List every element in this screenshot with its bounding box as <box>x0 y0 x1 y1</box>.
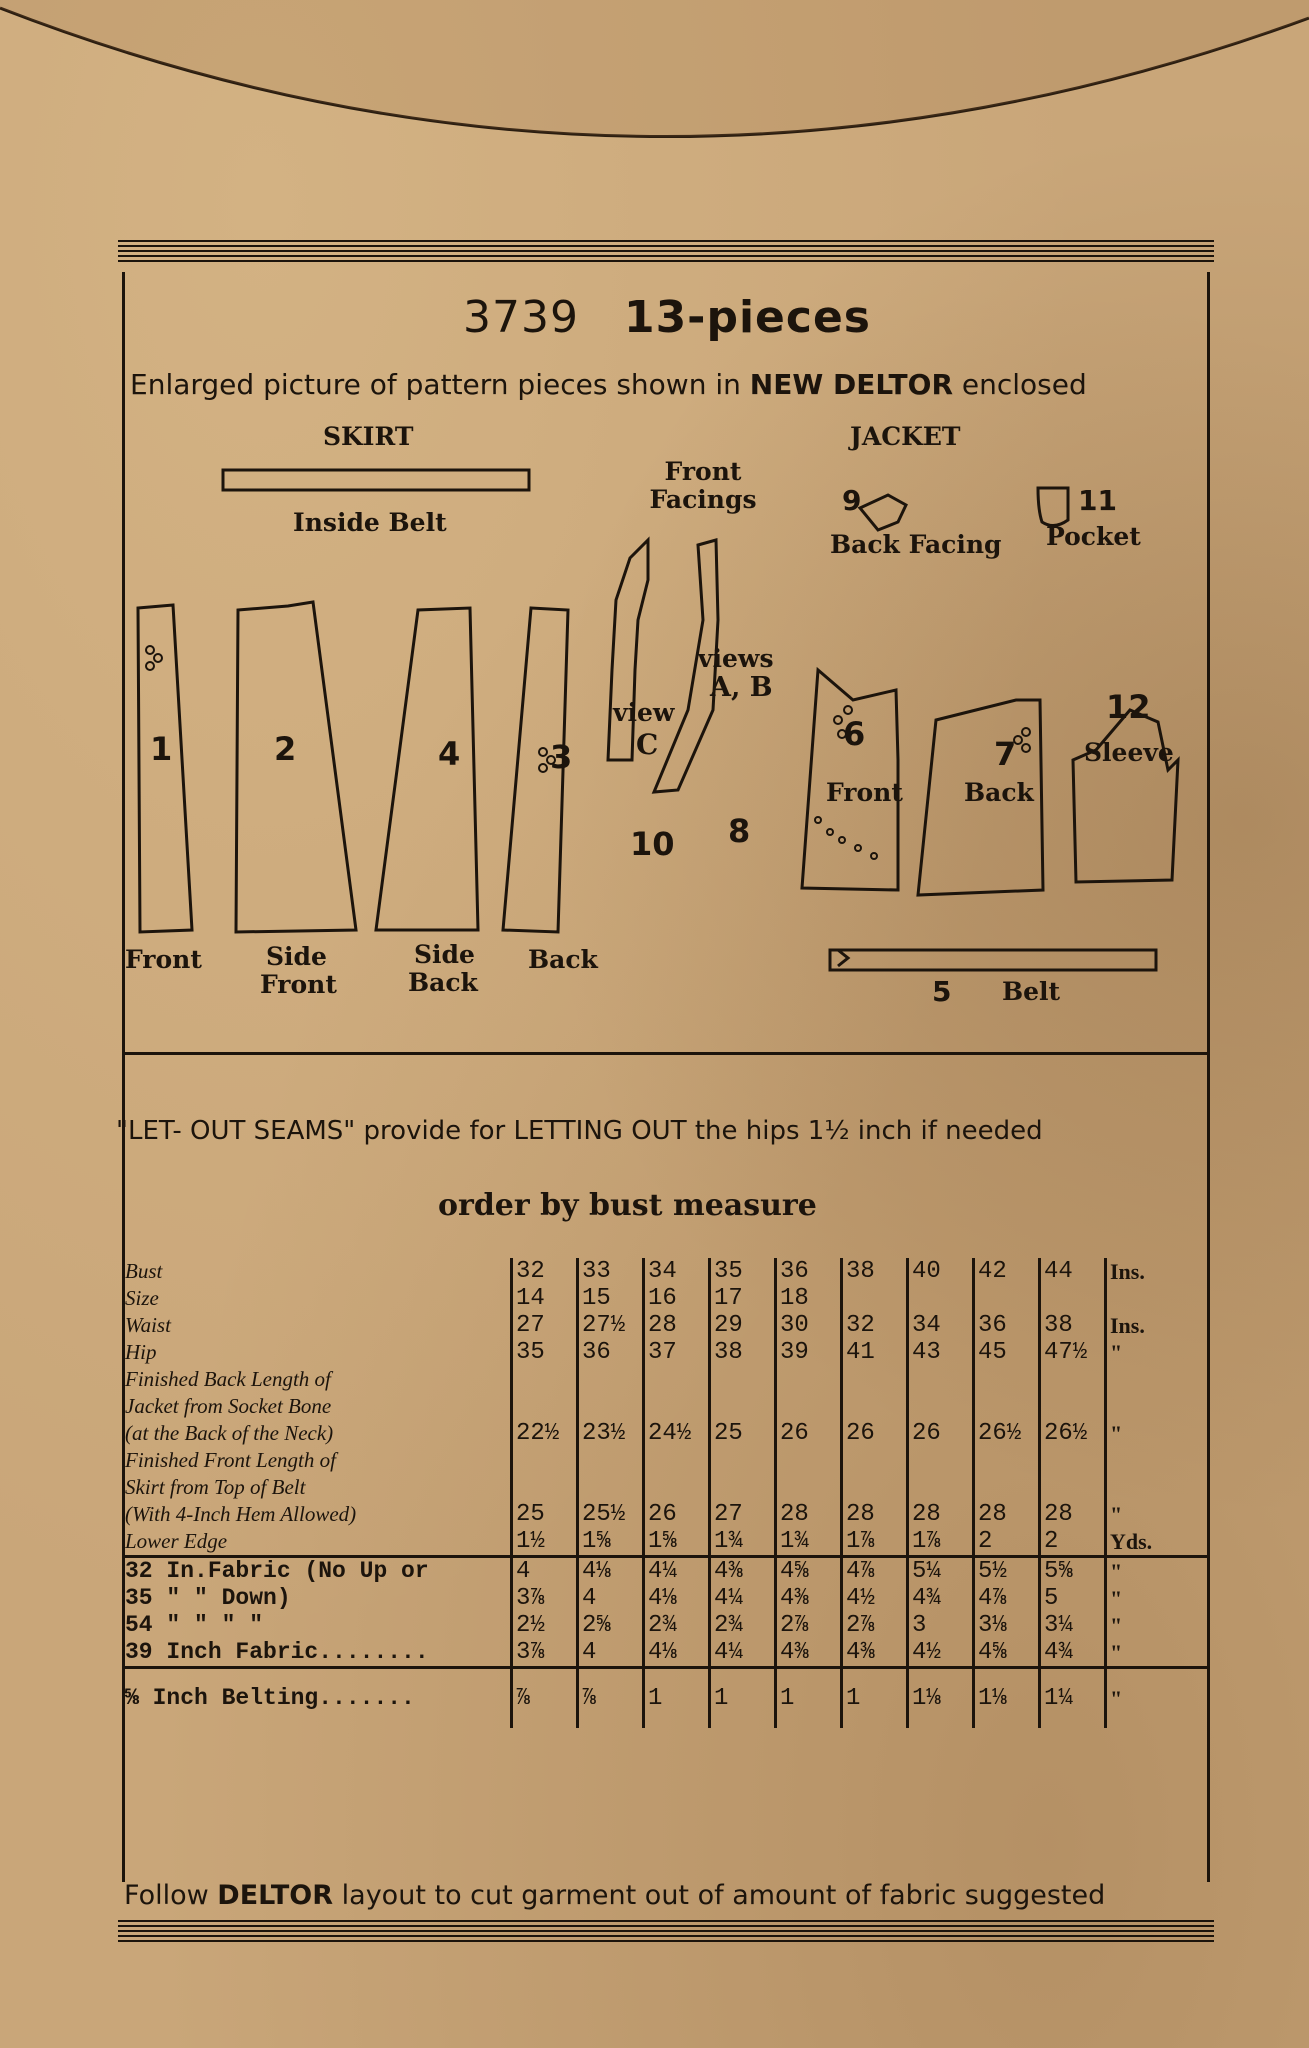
size-cell: 4⅜ <box>776 1585 842 1612</box>
size-cell: 4⅜ <box>776 1639 842 1668</box>
size-cell: 4⅞ <box>842 1557 908 1586</box>
size-cell: 4 <box>578 1639 644 1668</box>
size-row-label-line: Jacket from Socket Bone <box>125 1394 332 1418</box>
size-cell <box>908 1285 974 1312</box>
size-cell: 16 <box>644 1285 710 1312</box>
footer-post: layout to cut garment out of amount of fabric suggested <box>341 1880 1106 1911</box>
intro-brand: NEW DELTOR <box>749 368 953 401</box>
size-unit: " <box>1110 1640 1123 1665</box>
size-row <box>122 1339 1210 1366</box>
piece-2-label-2: Front <box>260 970 337 999</box>
size-cell: 26 <box>644 1447 710 1528</box>
size-cell: 5⅝ <box>1040 1557 1106 1586</box>
size-row-label <box>122 1612 512 1639</box>
size-row-label <box>122 1668 512 1729</box>
size-row-label-line: Bust <box>125 1259 163 1283</box>
piece-1-number: 1 <box>150 730 173 768</box>
size-cell: 4¾ <box>908 1585 974 1612</box>
size-cell: 41 <box>842 1339 908 1366</box>
size-cell: 34 <box>908 1312 974 1339</box>
size-row <box>122 1258 1210 1285</box>
size-cell: 33 <box>578 1258 644 1285</box>
let-out-seams-note: "LET- OUT SEAMS" provide for LETTING OUT the hips 1½ inch if needed <box>116 1116 1043 1146</box>
size-cell: 1 <box>776 1668 842 1729</box>
size-unit: " <box>1106 1668 1211 1729</box>
size-cell: 42 <box>974 1258 1040 1285</box>
size-cell: 37 <box>644 1339 710 1366</box>
view-c-label: view <box>613 698 675 727</box>
size-cell: 26½ <box>1040 1366 1106 1447</box>
size-cell: ⅞ <box>578 1668 644 1729</box>
size-row <box>122 1366 1210 1447</box>
size-row-label <box>122 1447 512 1528</box>
size-cell: 1⅝ <box>578 1528 644 1557</box>
jacket-heading: JACKET <box>850 422 961 451</box>
size-cell: 4⅛ <box>644 1585 710 1612</box>
size-cell: 4⅜ <box>710 1557 776 1586</box>
size-cell: 28 <box>1040 1447 1106 1528</box>
size-cell: 36 <box>776 1258 842 1285</box>
size-unit <box>1106 1285 1211 1312</box>
size-unit: " <box>1110 1502 1123 1527</box>
size-cell: 27½ <box>578 1312 644 1339</box>
size-row-label-line: (With 4-Inch Hem Allowed) <box>125 1502 357 1526</box>
front-skirt-piece <box>138 605 192 932</box>
pocket-label: Pocket <box>1046 522 1141 551</box>
size-cell: 29 <box>710 1312 776 1339</box>
size-row-label-line: Hip <box>125 1340 157 1364</box>
piece-11-number: 11 <box>1078 484 1117 517</box>
size-row <box>122 1668 1210 1729</box>
size-row-label-line: Finished Front Length of <box>125 1448 336 1472</box>
size-cell: 4¼ <box>644 1557 710 1586</box>
size-cell: 38 <box>842 1258 908 1285</box>
size-cell: 25½ <box>578 1447 644 1528</box>
size-cell: 4½ <box>908 1639 974 1668</box>
size-row <box>122 1612 1210 1639</box>
pattern-number: 3739 <box>463 292 579 343</box>
size-row <box>122 1312 1210 1339</box>
envelope-flap <box>0 0 1309 170</box>
size-cell: 2⅞ <box>842 1612 908 1639</box>
order-heading: order by bust measure <box>438 1188 817 1223</box>
size-cell: 18 <box>776 1285 842 1312</box>
size-cell: 26 <box>908 1366 974 1447</box>
size-cell: 27 <box>512 1312 578 1339</box>
piece-3-label: Back <box>528 945 598 974</box>
size-cell: 44 <box>1040 1258 1106 1285</box>
piece-4-number: 4 <box>438 735 461 773</box>
size-cell: 2 <box>1040 1528 1106 1557</box>
pocket-piece <box>1038 488 1068 526</box>
size-cell: 4⅛ <box>644 1639 710 1668</box>
size-cell: 2 <box>974 1528 1040 1557</box>
inside-belt-label: Inside Belt <box>293 508 447 537</box>
size-unit: " <box>1110 1586 1123 1611</box>
piece-10-number: 10 <box>630 825 675 863</box>
size-unit: " <box>1110 1613 1123 1638</box>
size-cell: 3 <box>908 1612 974 1639</box>
size-row <box>122 1585 1210 1612</box>
intro-enclosed: enclosed <box>961 368 1087 401</box>
size-cell: 47½ <box>1040 1339 1106 1366</box>
piece-5-label: Belt <box>1002 977 1061 1006</box>
size-cell: 32 <box>512 1258 578 1285</box>
size-cell: 39 <box>776 1339 842 1366</box>
piece-7-label: Back <box>964 778 1034 807</box>
size-cell: 2¾ <box>644 1612 710 1639</box>
size-cell: 26 <box>842 1366 908 1447</box>
piece-8-number: 8 <box>728 812 751 850</box>
size-cell: 40 <box>908 1258 974 1285</box>
size-cell: 2⅝ <box>578 1612 644 1639</box>
size-cell: 2¾ <box>710 1612 776 1639</box>
piece-4-label-2: Back <box>408 968 478 997</box>
footer-note <box>124 1880 1105 1911</box>
size-cell <box>842 1285 908 1312</box>
size-cell: 4¾ <box>1040 1639 1106 1668</box>
size-row <box>122 1447 1210 1528</box>
size-cell: 22½ <box>512 1366 578 1447</box>
size-cell: 27 <box>710 1447 776 1528</box>
piece-6-label: Front <box>826 778 903 807</box>
size-cell: 28 <box>908 1447 974 1528</box>
size-cell: 24½ <box>644 1366 710 1447</box>
size-row-label <box>122 1528 512 1557</box>
size-cell: 1⅞ <box>842 1528 908 1557</box>
piece-12-label: Sleeve <box>1084 738 1174 767</box>
inside-belt-piece <box>223 470 529 490</box>
size-cell: 1 <box>644 1668 710 1729</box>
size-row-label-line: Lower Edge <box>125 1529 228 1553</box>
size-cell: 2⅞ <box>776 1612 842 1639</box>
piece-12-number: 12 <box>1106 688 1151 726</box>
size-cell: 43 <box>908 1339 974 1366</box>
size-cell: 5 <box>1040 1585 1106 1612</box>
size-cell: 1¾ <box>710 1528 776 1557</box>
size-row-label-line: 54 " " " " <box>125 1612 264 1638</box>
size-row-label-line: Finished Back Length of <box>125 1367 331 1391</box>
piece-4-label-1: Side <box>414 940 475 969</box>
size-cell: 28 <box>644 1312 710 1339</box>
size-cell: 26 <box>776 1366 842 1447</box>
size-row-label <box>122 1339 512 1366</box>
bottom-rule <box>118 1920 1214 1945</box>
size-row-label-line: Waist <box>125 1313 171 1337</box>
sleeve-piece <box>1073 710 1178 882</box>
views-ab-label: views <box>698 644 774 673</box>
size-row <box>122 1285 1210 1312</box>
size-row-label <box>122 1285 512 1312</box>
view-c-letter: C <box>636 728 659 761</box>
size-cell: 35 <box>710 1258 776 1285</box>
piece-9-number: 9 <box>842 484 862 517</box>
size-row-label-line: 35 " " Down) <box>125 1585 291 1611</box>
size-cell <box>974 1285 1040 1312</box>
size-row-label-line: (at the Back of the Neck) <box>125 1421 334 1445</box>
size-cell: 30 <box>776 1312 842 1339</box>
size-cell: 4⅜ <box>842 1639 908 1668</box>
size-chart-table <box>122 1258 1210 1728</box>
size-row <box>122 1557 1210 1586</box>
size-cell: 34 <box>644 1258 710 1285</box>
size-cell: 28 <box>974 1447 1040 1528</box>
size-cell: 35 <box>512 1339 578 1366</box>
size-cell: 15 <box>578 1285 644 1312</box>
size-unit: Yds. <box>1110 1529 1153 1554</box>
back-facing-label: Back Facing <box>830 530 1002 559</box>
size-cell: 4¼ <box>710 1585 776 1612</box>
footer-brand: DELTOR <box>217 1880 334 1911</box>
size-row-label-line: Skirt from Top of Belt <box>125 1475 306 1499</box>
piece-3-number: 3 <box>550 738 573 776</box>
size-row-label <box>122 1258 512 1285</box>
size-cell: 4 <box>578 1585 644 1612</box>
size-unit: Ins. <box>1110 1259 1145 1284</box>
size-cell: 3⅞ <box>512 1639 578 1668</box>
skirt-heading: SKIRT <box>323 422 414 451</box>
size-cell: 5½ <box>974 1557 1040 1586</box>
size-cell: 45 <box>974 1339 1040 1366</box>
size-cell: 32 <box>842 1312 908 1339</box>
size-cell: 3⅛ <box>974 1612 1040 1639</box>
size-cell: 38 <box>1040 1312 1106 1339</box>
size-row-label <box>122 1585 512 1612</box>
size-cell: 1 <box>710 1668 776 1729</box>
size-unit: " <box>1110 1340 1123 1365</box>
size-cell: 1¾ <box>776 1528 842 1557</box>
size-cell: 1⅞ <box>908 1528 974 1557</box>
size-cell: 25 <box>710 1366 776 1447</box>
size-cell: 4 <box>512 1557 578 1586</box>
size-cell: 36 <box>578 1339 644 1366</box>
size-cell: 1¼ <box>1040 1668 1106 1729</box>
piece-6-number: 6 <box>843 715 866 753</box>
size-cell: 26½ <box>974 1366 1040 1447</box>
size-cell: 4⅞ <box>974 1585 1040 1612</box>
belt-piece <box>830 950 1156 970</box>
size-unit: Ins. <box>1110 1313 1145 1338</box>
size-row-label <box>122 1366 512 1447</box>
piece-2-number: 2 <box>274 730 297 768</box>
piece-1-label: Front <box>125 945 202 974</box>
size-row <box>122 1639 1210 1668</box>
size-cell: 4⅛ <box>578 1557 644 1586</box>
size-row-label-line: 32 In.Fabric (No Up or <box>125 1558 429 1584</box>
size-cell: ⅞ <box>512 1668 578 1729</box>
front-facings-label: Front Facings <box>649 457 757 514</box>
size-row-label-line: ⅝ Inch Belting....... <box>125 1685 415 1711</box>
back-facing-piece <box>860 495 906 530</box>
size-unit: " <box>1106 1557 1211 1586</box>
size-cell: 1½ <box>512 1528 578 1557</box>
size-cell: 3⅞ <box>512 1585 578 1612</box>
size-cell: 1⅝ <box>644 1528 710 1557</box>
size-row-label-line: 39 Inch Fabric........ <box>125 1639 429 1665</box>
side-back-piece <box>376 608 478 930</box>
views-ab-letters: A, B <box>710 672 773 703</box>
size-unit: " <box>1110 1421 1123 1446</box>
size-cell: 36 <box>974 1312 1040 1339</box>
intro-text: Enlarged picture of pattern pieces shown in <box>130 368 741 401</box>
size-cell: 1⅛ <box>908 1668 974 1729</box>
size-cell: 5¼ <box>908 1557 974 1586</box>
piece-5-number: 5 <box>932 975 952 1008</box>
size-cell: 4⅝ <box>776 1557 842 1586</box>
size-cell: 2½ <box>512 1612 578 1639</box>
size-cell: 4¼ <box>710 1639 776 1668</box>
footer-pre: Follow <box>124 1880 209 1911</box>
size-cell: 1⅛ <box>974 1668 1040 1729</box>
size-row-label-line: Size <box>125 1286 159 1310</box>
piece-2-label-1: Side <box>266 942 327 971</box>
size-cell: 38 <box>710 1339 776 1366</box>
size-cell: 4⅝ <box>974 1639 1040 1668</box>
size-cell: 17 <box>710 1285 776 1312</box>
pattern-info-frame <box>118 240 1214 1935</box>
size-cell: 14 <box>512 1285 578 1312</box>
size-cell: 4½ <box>842 1585 908 1612</box>
size-cell: 28 <box>776 1447 842 1528</box>
size-cell <box>1040 1285 1106 1312</box>
piece-count: 13-pieces <box>623 292 871 343</box>
size-row-label <box>122 1639 512 1668</box>
size-cell: 1 <box>842 1668 908 1729</box>
size-cell: 25 <box>512 1447 578 1528</box>
size-cell: 28 <box>842 1447 908 1528</box>
size-cell: 3¼ <box>1040 1612 1106 1639</box>
pattern-pieces-diagram <box>118 240 1214 1052</box>
size-row <box>122 1528 1210 1557</box>
front-facing-view-c <box>608 540 648 760</box>
size-row-label <box>122 1312 512 1339</box>
size-row-label <box>122 1557 512 1586</box>
size-cell: 23½ <box>578 1366 644 1447</box>
piece-7-number: 7 <box>994 735 1017 773</box>
